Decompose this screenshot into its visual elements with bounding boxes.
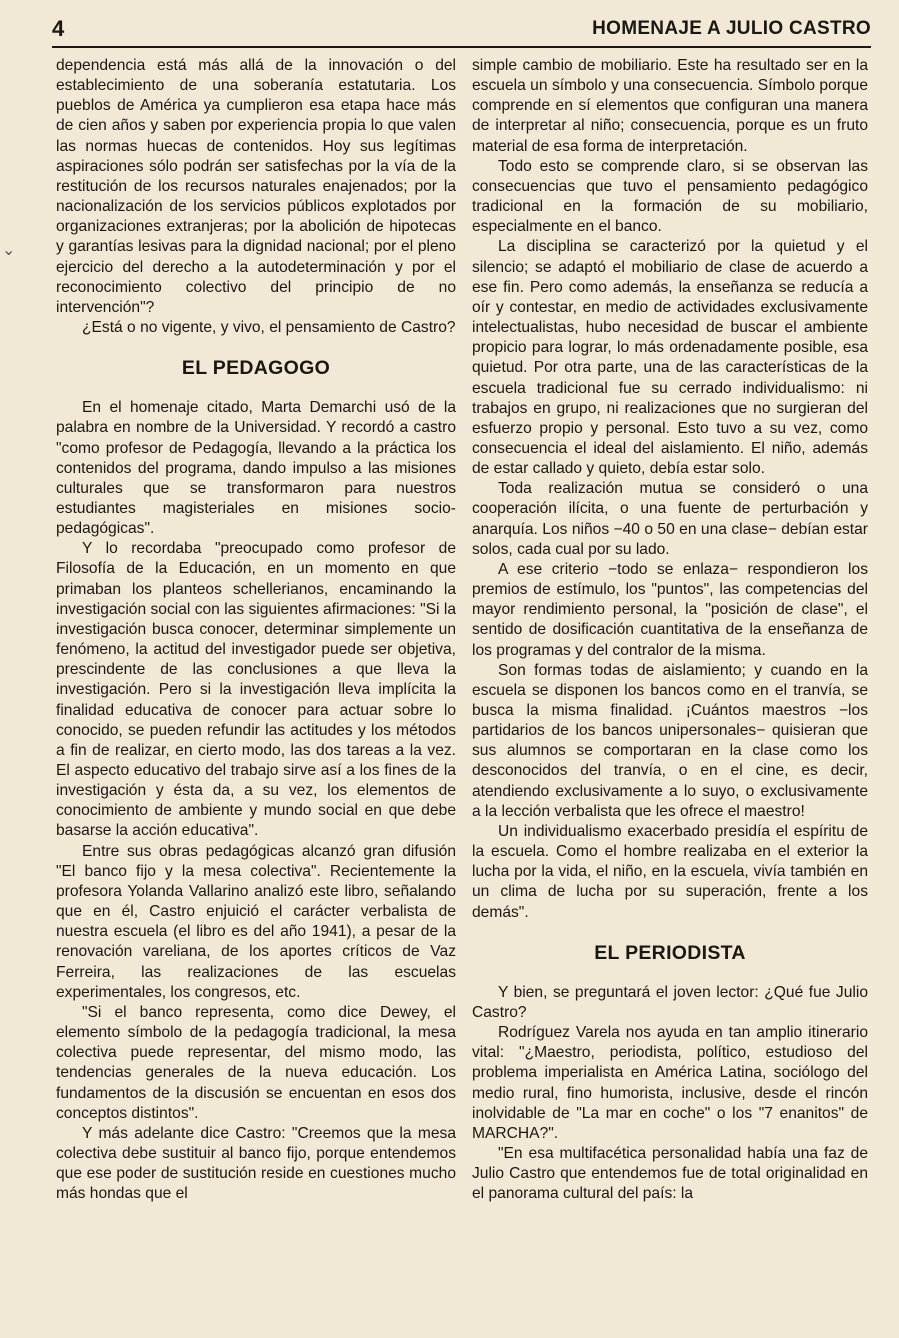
section-heading-pedagogo: EL PEDAGOGO (181, 357, 331, 380)
paragraph: Y lo recordaba "preocupado como profesor de Filosofía de la Educación, en un momento en que primaban los planteos schellerianos, encaminando la investigación social con las siguientes afirmaciones: "Si la investigación busca conocer, determinar simplemente un fenómeno, la actitud del investigador puede ser objetiva, prescindente de las conclusiones a que lleva la investigación. Pero si la investigación lleva implícita la finalidad educativa de conocer para actuar sobre lo conocido, se pueden refundir las actitudes y los métodos a fin de realizar, en cierto modo, las dos tareas a la vez. El aspecto educativo del trabajo sirve así a los fines de la investigación y ésta da, a su vez, los elementos de conocimiento de ambiente y mundo social en que debe basarse la acción educativa". (56, 540, 456, 840)
paragraph: La disciplina se caracterizó por la quietud y el silencio; se adaptó el mobiliario de clase de acuerdo a ese fin. Pero como además, la enseñanza se reducía a oír y contestar, en medio de actividades exclusivamente intelectualistas, hubo necesidad de buscar el ambiente propicio para lograr, lo más ordenadamente posible, esa quietud. Por otra parte, una de las características de la escuela tradicional fue su cerrado individualismo: ni trabajos en grupo, ni realizaciones que no surgieran del esfuerzo propio y personal. Esto tuvo a su vez, como consecuencia el ideal del aislamiento. El niño, además de estar callado y quieto, debía estar solo. (472, 238, 868, 478)
paragraph: ¿Está o no vigente, y vivo, el pensamiento de Castro? (82, 319, 456, 337)
paragraph: Y bien, se preguntará el joven lector: ¿Qué fue Julio Castro? (472, 983, 868, 1021)
paragraph: Rodríguez Varela nos ayuda en tan amplio itinerario vital: "¿Maestro, periodista, político, estudioso del problema imperialista en América Latina, sociólogo del medio rural, fino humorista, inclusive, desde el rincón inolvidable de "La mar en coche" o los "7 enanitos" de MARCHA?". (472, 1024, 868, 1142)
page-number: 4 (52, 16, 65, 41)
paragraph: A ese criterio −todo se enlaza− respondieron los premios de estímulo, los "puntos", las competencias del mayor rendimiento personal, la "posición de clase", el sentido de dosificación cuantitativa de la enseñanza de los programas y del contralor de la misma. (472, 560, 868, 659)
paragraph: Son formas todas de aislamiento; y cuando en la escuela se disponen los bancos como en el tranvía, se busca la misma finalidad. ¡Cuántos maestros −los partidarios de los bancos unipersonales− quisieran que sus alumnos se comportaran en la clase como los desconocidos del tranvía, o en el cine, es decir, atendiendo exclusivamente a lo suyo, o exclusivamente a la lección verbalista que les ofrece el maestro! (472, 661, 868, 820)
paragraph: dependencia está más allá de la innovación o del establecimiento de una soberanía estatutaria. Los pueblos de América ya cumplieron esa etapa hace más de cien años y saben por experiencia propia lo que valen las normas huecas de contenidos. Hoy sus legítimas aspiraciones sólo podrán ser satisfechas por la vía de la restitución de los recursos naturales enajenados; por la nacionalización de los servicios públicos explotados por organizaciones extranjeras; por la abolición de hipotecas y garantías lesivas para la dignidad nacional; por el pleno ejercicio del derecho a la autodeterminación y por el reconocimiento colectivo del principio de no intervención"? (56, 57, 456, 316)
paragraph: Entre sus obras pedagógicas alcanzó gran difusión "El banco fijo y la mesa colectiva". Recientemente la profesora Yolanda Vallarino analizó este libro, señalando que en él, Castro enjuició el carácter verbalista de nuestra escuela (el libro es del año 1941), a pesar de la renovación vareliana, de los aportes críticos de Vaz Ferreira, las realizaciones de las escuelas experimentales, los congresos, etc. (56, 842, 456, 1001)
left-column (56, 56, 456, 1204)
paragraph: "Si el banco representa, como dice Dewey, el elemento símbolo de la pedagogía tradicional, la mesa colectiva puede representar, del mismo modo, las tendencias generales de la nueva educación. Los fundamentos de la discusión se encuentan en esos dos conceptos distintos". (56, 1003, 456, 1122)
section-heading-periodista: EL PERIODISTA (594, 941, 746, 964)
paragraph: simple cambio de mobiliario. Este ha resultado ser en la escuela un símbolo y una consecuencia. Símbolo porque comprende en sí elementos que configuran una manera de interpretar al niño; consecuencia, porque es un fruto material de esa forma de interpretación. (472, 57, 868, 155)
paragraph: Todo esto se comprende claro, si se observan las consecuencias que tuvo el pensamiento pedagógico tradicional en la formación de su mobiliario, especialmente en el banco. (472, 157, 868, 236)
paragraph: Y más adelante dice Castro: "Creemos que la mesa colectiva debe sustituir al banco fijo, porque entendemos que ese poder de sustitución reside en cuestiones mucho más hondas que el (56, 1124, 456, 1203)
paragraph: Un individualismo exacerbado presidía el espíritu de la escuela. Como el hombre realizaba en el exterior la lucha por la vida, el niño, en la escuela, vivía también en un clima de lucha por su superación, frente a los demás". (472, 822, 868, 921)
margin-mark-icon: ⌄ (2, 242, 16, 259)
paragraph: En el homenaje citado, Marta Demarchi usó de la palabra en nombre de la Universidad. Y recordó a castro "como profesor de Pedagogía, llevando a la práctica los contenidos del programa, dando impulso a las misiones culturales que se transformaron para nuestros estudiantes magisteriales en misiones socio-pedagógicas". (56, 399, 456, 538)
paragraph: Toda realización mutua se consideró o una cooperación ilícita, o una fuente de perturbación y anarquía. Los niños −40 o 50 en una clase− debían estar solos, cada cual por su lado. (472, 480, 868, 558)
paragraph: "En esa multifacética personalidad había una faz de Julio Castro que entendemos fue de total originalidad en el panorama cultural del país: la (472, 1144, 868, 1203)
running-head: HOMENAJE A JULIO CASTRO (592, 18, 871, 39)
right-column (472, 56, 868, 1204)
page-header (52, 16, 871, 48)
